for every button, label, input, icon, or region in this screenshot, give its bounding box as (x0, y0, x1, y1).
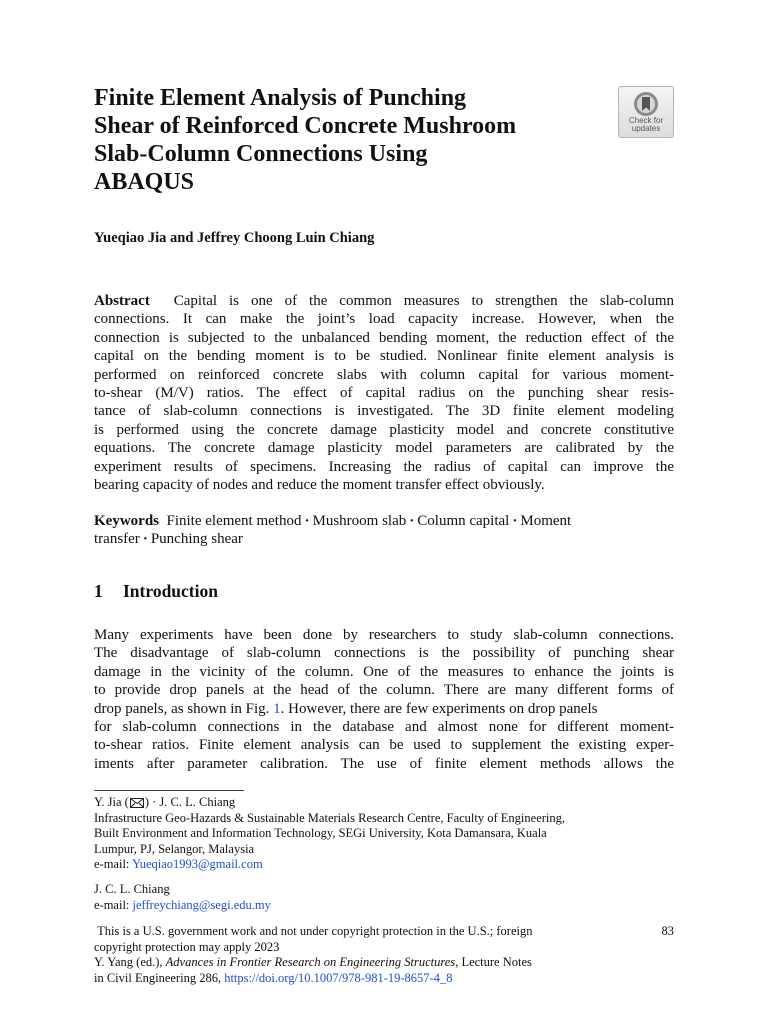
keyword-separator: · (304, 513, 310, 529)
abstract-label: Abstract (94, 293, 150, 309)
abstract-line: performed on reinforced concrete slabs with column capital for various moment- (94, 366, 674, 383)
abstract-line: capital on the bending moment is to be studied. Nonlinear finite element analysis is (94, 348, 674, 365)
abstract-line: equations. The concrete damage plasticity model parameters are calibrated by the (94, 440, 674, 457)
introduction-text (94, 626, 674, 773)
footnote-text: ) · J. C. L. Chiang (144, 795, 236, 809)
email-link-jia[interactable]: Yueqiao1993@gmail.com (132, 857, 263, 872)
affiliation-line: Infrastructure Geo-Hazards & Sustainable Materials Research Centre, Faculty of Engineering, (94, 810, 566, 825)
citation-line (94, 955, 674, 971)
intro-line: damage in the vicinity of the column. One of the measures to enhance the joints is (94, 663, 674, 680)
copyright-text: This is a U.S. government work and not under copyright protection in the U.S.; foreign (97, 924, 533, 938)
intro-line: to-shear ratios. Finite element analysis can be used to supplement the existing exper- (94, 737, 674, 754)
affiliation-line: Lumpur, PJ, Selangor, Malaysia (94, 841, 255, 856)
email-link-chiang[interactable]: jeffreychiang@segi.edu.my (132, 897, 271, 912)
copyright-line (94, 924, 674, 940)
abstract-line: bearing capacity of nodes and reduce the moment transfer effect obviously. (94, 477, 545, 494)
title-line: ABAQUS (94, 169, 195, 195)
keyword: Moment (520, 513, 572, 529)
intro-line: to provide drop panels at the head of the column. There are many different forms of (94, 682, 674, 699)
intro-line (94, 700, 674, 718)
email-line (94, 898, 674, 914)
keywords (94, 512, 674, 549)
section-heading (94, 580, 218, 602)
abstract-line: connection is subjected to the unbalanced bending moment, the reduction effect of the (94, 329, 674, 346)
copyright-line: copyright protection may apply 2023 (94, 939, 280, 954)
coauthor-footnote (94, 882, 674, 913)
email-line (94, 857, 674, 873)
keywords-line (94, 512, 674, 530)
keyword: transfer (94, 531, 140, 548)
email-label: e-mail: (94, 857, 130, 872)
citation-line (94, 971, 674, 987)
envelope-icon[interactable] (130, 798, 144, 808)
keyword-separator: · (512, 513, 518, 529)
section-title: Introduction (123, 581, 218, 601)
abstract-line: tance of slab-column connections is investigated. The 3D finite element modeling (94, 403, 674, 420)
keyword-separator: · (142, 531, 148, 548)
title-line: Slab-Column Connections Using (94, 141, 428, 167)
badge-label (619, 117, 673, 133)
footnote-divider (94, 790, 244, 791)
footnote-line: J. C. L. Chiang (94, 882, 170, 896)
intro-line: iments after parameter calibration. The use of finite element methods allows the (94, 755, 674, 772)
footnote-line (94, 795, 674, 811)
keywords-line (94, 530, 674, 548)
keyword: Mushroom slab (312, 513, 407, 529)
paper-title (94, 84, 614, 196)
title-line: Finite Element Analysis of Punching (94, 85, 467, 111)
author-footnote (94, 795, 674, 873)
author-list: Yueqiao Jia and Jeffrey Choong Luin Chiang (94, 230, 375, 246)
intro-line: for slab-column connections in the database and almost none for different moment- (94, 719, 674, 736)
title-line: Shear of Reinforced Concrete Mushroom (94, 113, 517, 139)
citation-editor: Y. Yang (ed.), (94, 955, 163, 970)
abstract-line: experiment results of specimens. Increasing the radius of capital can improve the (94, 458, 674, 475)
book-title: Advances in Frontier Research on Engineering Structures (165, 955, 456, 970)
abstract-line: to-shear (M/V) ratios. The effect of capital radius on the punching shear resis- (94, 385, 674, 402)
keyword: Column capital (417, 513, 510, 529)
intro-text: . However, there are few experiments on drop panels (280, 700, 598, 717)
citation-series: in Civil Engineering 286, (94, 970, 222, 985)
badge-line: Check for (628, 116, 664, 125)
abstract-line: connections. It can make the joint’s load capacity increase. However, when the (94, 311, 674, 328)
check-for-updates-badge[interactable] (618, 86, 674, 138)
email-label: e-mail: (94, 897, 130, 912)
intro-line: The disadvantage of slab-column connections is the possibility of punching shear (94, 645, 674, 662)
abstract-line (94, 292, 674, 310)
section-number: 1 (94, 581, 103, 601)
doi-link[interactable]: https://doi.org/10.1007/978-981-19-8657-4_8 (224, 970, 453, 985)
citation-series: , Lecture Notes (455, 955, 532, 970)
keyword-separator: · (409, 513, 415, 529)
abstract-line: is performed using the concrete damage plasticity model and concrete constitutive (94, 421, 674, 438)
intro-text: drop panels, as shown in Fig. (94, 700, 270, 717)
affiliation-line: Built Environment and Information Technology, SEGi University, Kota Damansara, Kuala (94, 826, 547, 841)
page-number: 83 (661, 924, 674, 938)
keyword: Punching shear (150, 531, 243, 548)
figure-1-link[interactable]: 1 (273, 700, 281, 717)
footnote-text: Y. Jia ( (94, 795, 129, 809)
keyword: Finite element method (166, 513, 302, 529)
copyright-block (94, 924, 674, 986)
bookmark-icon (633, 91, 659, 117)
keywords-label: Keywords (94, 513, 159, 529)
intro-line: Many experiments have been done by researchers to study slab-column connections. (94, 627, 674, 643)
abstract (94, 292, 674, 494)
badge-line: updates (631, 124, 661, 133)
abstract-text: Capital is one of the common measures to strengthen the slab-column (173, 293, 674, 309)
